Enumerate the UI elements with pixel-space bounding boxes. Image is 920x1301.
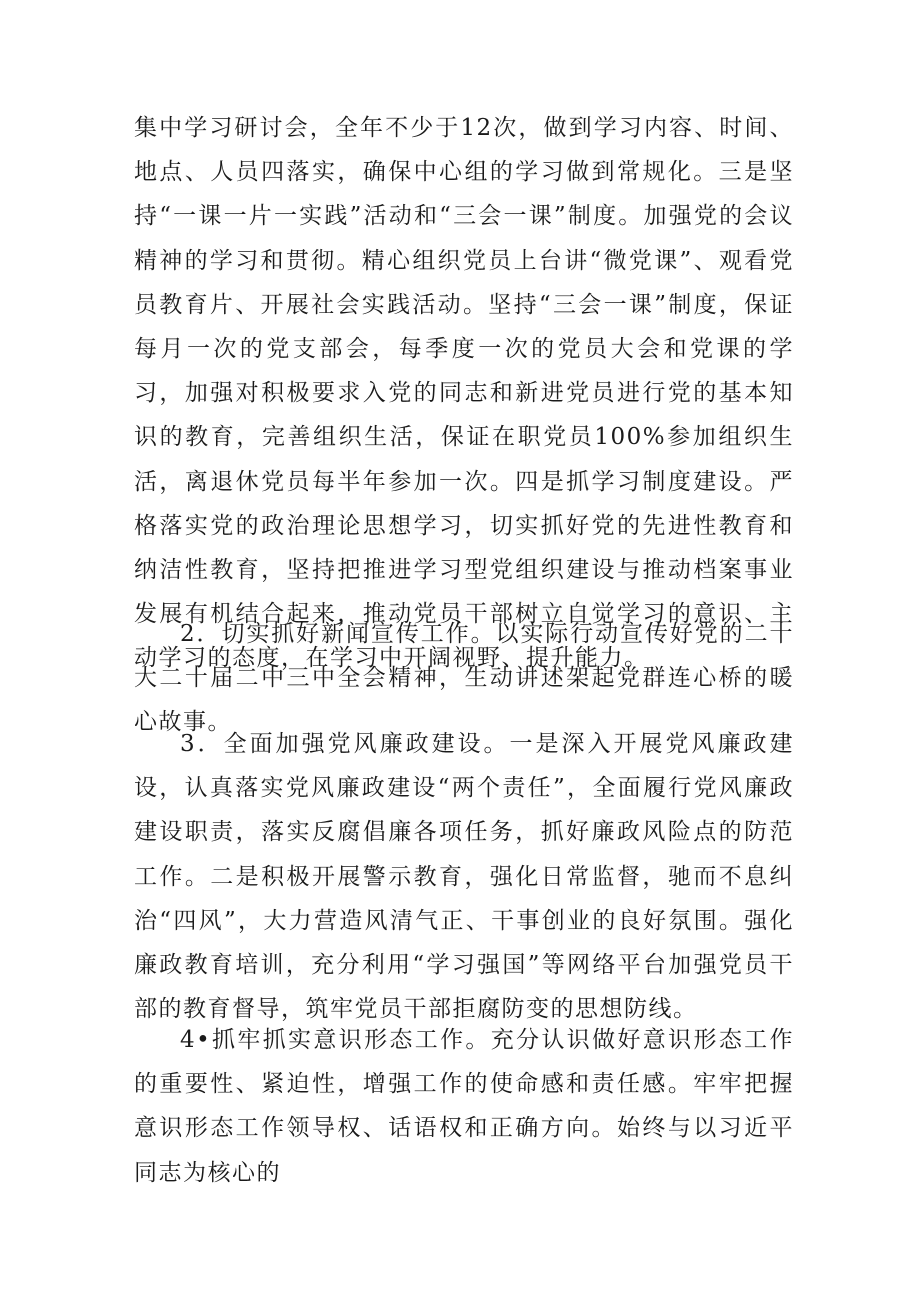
paragraph-text: 2．切实抓好新闻宣传工作。以实际行动宣传好党的二十大二十届二中三中全会精神，生动讲述架起党群连心桥的暖心故事。 bbox=[134, 621, 794, 736]
paragraph-text: 集中学习研讨会，全年不少于12次，做到学习内容、时间、地点、人员四落实，确保中心组的学习做到常规化。三是坚持“一课一片一实践”活动和“三会一课”制度。加强党的会议精神的学习和贯彻。精心组织党员上台讲“微党课”、观看党员教育片、开展社会实践活动。坚持“三会一课”制度，保证每月一次的党支部会，每季度一次的党员大会和党课的学习，加强对积极要求入党的同志和新进党员进行党的基本知识的教育，完善组织生活，保证在职党员100%参加组织生活，离退休党员每半年参加一次。四是抓学习制度建设。严格落实党的政治理论思想学习，切实抓好党的先进性教育和纳洁性教育，坚持把推进学习型党组织建设与推动档案事业发展有机结合起来，推动党员干部树立自觉学习的意识、主动学习的态度，在学习中开阔视野、提升能力。 bbox=[134, 115, 794, 672]
paragraph-4 bbox=[134, 1018, 794, 1195]
paragraph-text: 3．全面加强党风廉政建设。一是深入开展党风廉政建设，认真落实党风廉政建设“两个责任”，全面履行党风廉政建设职责，落实反腐倡廉各项任务，抓好廉政风险点的防范工作。二是积极开展警示教育，强化日常监督，驰而不息纠治“四风”，大力营造风清气正、干事创业的良好氛围。强化廉政教育培训，充分利用“学习强国”等网络平台加强党员干部的教育督导，筑牢党员干部拒腐防变的思想防线。 bbox=[134, 731, 794, 1023]
paragraph-3 bbox=[134, 722, 794, 1031]
paragraph-text: 4•抓牢抓实意识形态工作。充分认识做好意识形态工作的重要性、紧迫性，增强工作的使命感和责任感。牢牢把握意识形态工作领导权、话语权和正确方向。始终与以习近平同志为核心的 bbox=[134, 1027, 794, 1186]
paragraph-1 bbox=[134, 106, 794, 681]
